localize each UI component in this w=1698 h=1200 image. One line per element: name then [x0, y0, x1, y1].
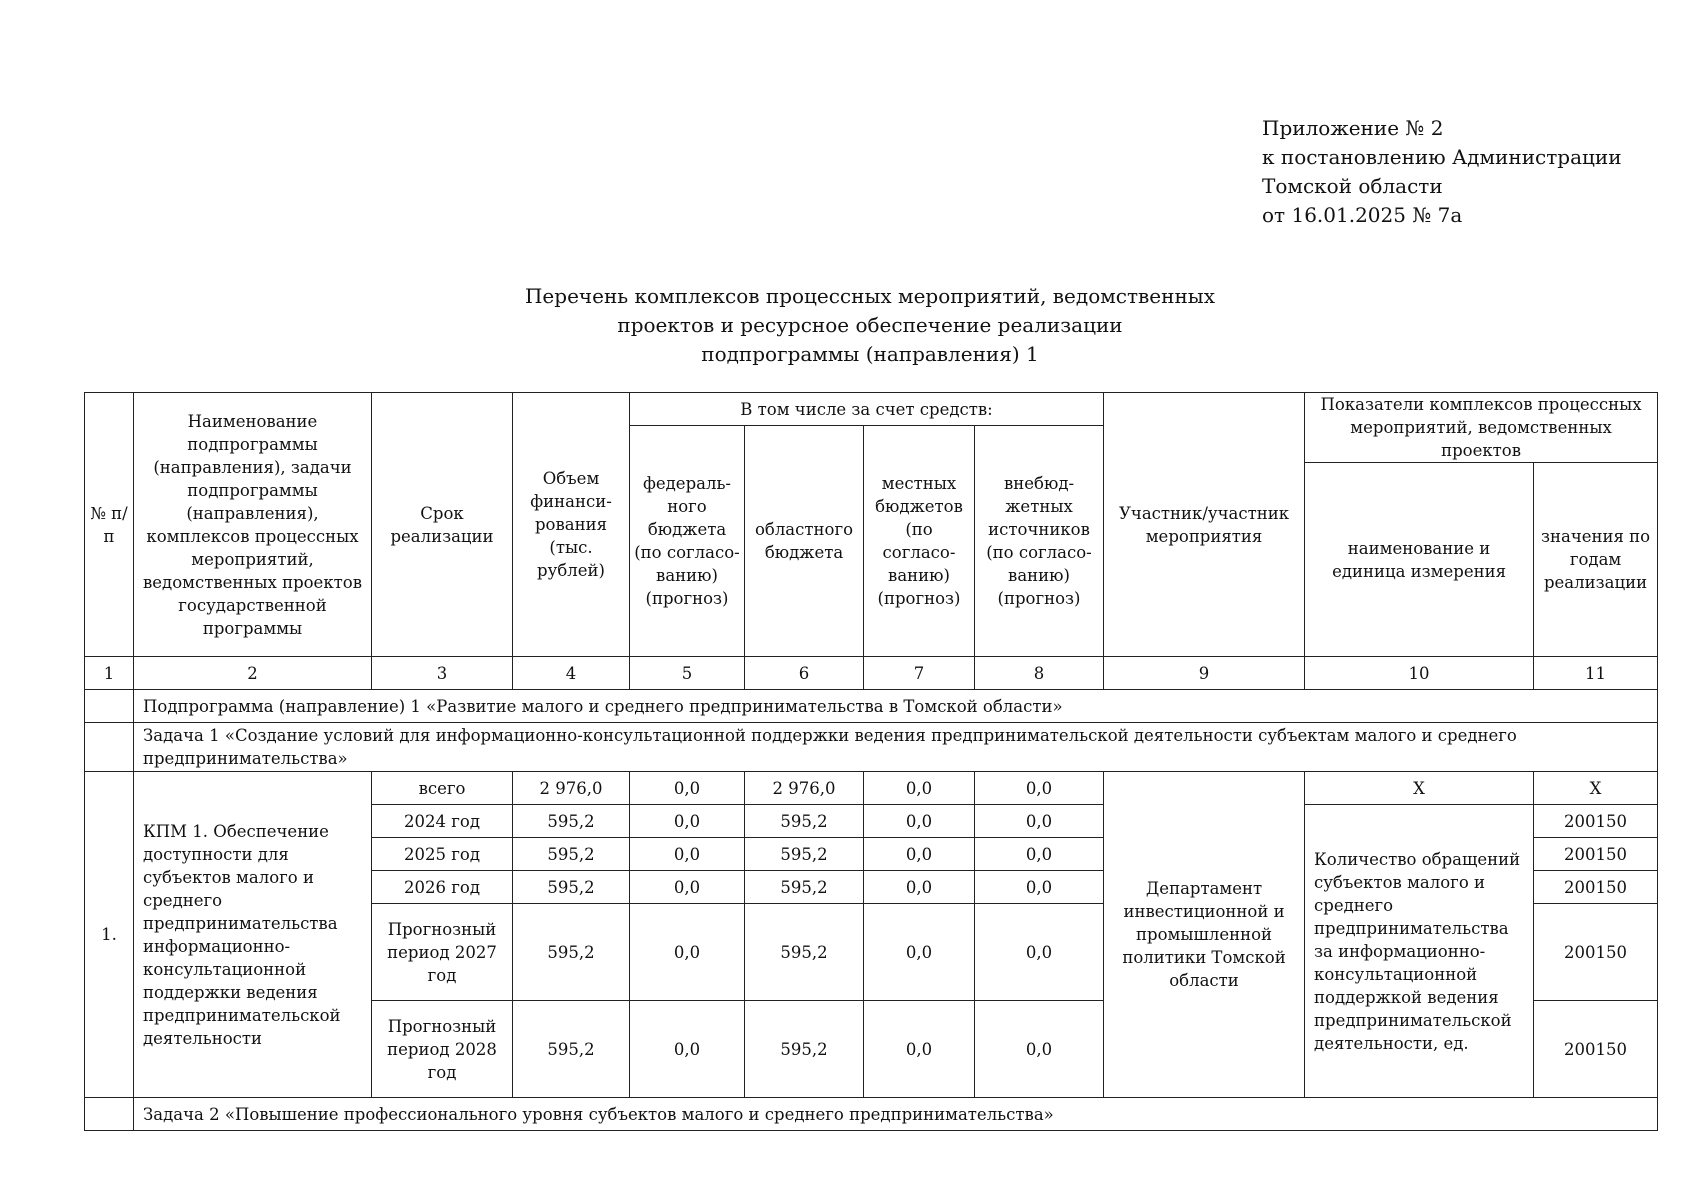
kpm-number: 1. [85, 772, 134, 1098]
federal-cell: 0,0 [630, 805, 745, 838]
volume-cell: 595,2 [513, 871, 630, 904]
header-indicator-name: наименование и единица измерения [1305, 463, 1534, 657]
title-line: проектов и ресурсное обеспечение реализации [617, 313, 1123, 337]
header-indicator-values: значения по годам реализации [1534, 463, 1658, 657]
volume-cell: 595,2 [513, 838, 630, 871]
appendix-line: к постановлению Администрации [1262, 145, 1622, 169]
extra-cell: 0,0 [975, 805, 1104, 838]
col-number: 1 [85, 657, 134, 690]
task2-row: Задача 2 «Повышение профессионального уровня субъектов малого и среднего предпринимательства» [134, 1098, 1658, 1131]
col-number: 11 [1534, 657, 1658, 690]
local-cell: 0,0 [864, 904, 975, 1001]
term-cell: 2025 год [372, 838, 513, 871]
appendix-line: от 16.01.2025 № 7а [1262, 203, 1463, 227]
term-cell: всего [372, 772, 513, 805]
kpm-indicator: Количество обращений субъектов малого и среднего предпринимательства за информационно-консультационной поддержкой ведения предпринимательской деятельности, ед. [1305, 805, 1534, 1098]
header-regional: областного бюджета [745, 426, 864, 657]
extra-cell: 0,0 [975, 772, 1104, 805]
empty-cell [85, 1098, 134, 1131]
federal-cell: 0,0 [630, 904, 745, 1001]
federal-cell: 0,0 [630, 871, 745, 904]
empty-cell [85, 723, 134, 772]
volume-cell: 595,2 [513, 1001, 630, 1098]
col-number: 4 [513, 657, 630, 690]
extra-cell: 0,0 [975, 1001, 1104, 1098]
local-cell: 0,0 [864, 1001, 975, 1098]
header-including: В том числе за счет средств: [630, 393, 1104, 426]
term-cell: Прогнозный период 2027 год [372, 904, 513, 1001]
federal-cell: 0,0 [630, 838, 745, 871]
col-number: 7 [864, 657, 975, 690]
empty-cell [85, 690, 134, 723]
col-number: 2 [134, 657, 372, 690]
indicator-value-cell: X [1534, 772, 1658, 805]
extra-cell: 0,0 [975, 838, 1104, 871]
subprogram-row: Подпрограмма (направление) 1 «Развитие малого и среднего предпринимательства в Томской области» [134, 690, 1658, 723]
local-cell: 0,0 [864, 871, 975, 904]
col-number: 8 [975, 657, 1104, 690]
local-cell: 0,0 [864, 838, 975, 871]
federal-cell: 0,0 [630, 1001, 745, 1098]
header-volume: Объем финанси-рования (тыс. рублей) [513, 393, 630, 657]
document-title [340, 282, 1400, 369]
regional-cell: 595,2 [745, 1001, 864, 1098]
indicator-value-cell: 200150 [1534, 1001, 1658, 1098]
regional-cell: 595,2 [745, 838, 864, 871]
extra-cell: 0,0 [975, 871, 1104, 904]
indicator-value-cell: 200150 [1534, 805, 1658, 838]
header-num: № п/п [85, 393, 134, 657]
header-federal: федераль-ного бюджета (по согласо-ванию) (прогноз) [630, 426, 745, 657]
kpm-name: КПМ 1. Обеспечение доступности для субъектов малого и среднего предпринимательства информационно-консультационной поддержки ведения предпринимательской деятельности [134, 772, 372, 1098]
term-cell: 2026 год [372, 871, 513, 904]
indicator-value-cell: 200150 [1534, 838, 1658, 871]
indicator-value-cell: 200150 [1534, 871, 1658, 904]
volume-cell: 595,2 [513, 904, 630, 1001]
federal-cell: 0,0 [630, 772, 745, 805]
regional-cell: 595,2 [745, 871, 864, 904]
kpm-participant: Департамент инвестиционной и промышленной политики Томской области [1104, 772, 1305, 1098]
header-local: местных бюджетов (по согласо-ванию) (прогноз) [864, 426, 975, 657]
volume-cell: 595,2 [513, 805, 630, 838]
col-number: 10 [1305, 657, 1534, 690]
col-number: 6 [745, 657, 864, 690]
task1-row: Задача 1 «Создание условий для информационно-консультационной поддержки ведения предпринимательской деятельности субъектам малого и среднего предпринимательства» [134, 723, 1658, 772]
header-extra: внебюд-жетных источников (по согласо-ванию) (прогноз) [975, 426, 1104, 657]
measures-table [84, 392, 1658, 1131]
title-line: подпрограммы (направления) 1 [701, 342, 1039, 366]
appendix-line: Приложение № 2 [1262, 116, 1444, 140]
col-number: 3 [372, 657, 513, 690]
header-name: Наименование подпрограммы (направления), задачи подпрограммы (направления), комплексов процессных мероприятий, ведомственных проектов государственной программы [134, 393, 372, 657]
term-cell: Прогнозный период 2028 год [372, 1001, 513, 1098]
regional-cell: 2 976,0 [745, 772, 864, 805]
extra-cell: 0,0 [975, 904, 1104, 1001]
title-line: Перечень комплексов процессных мероприятий, ведомственных [524, 284, 1216, 308]
indicator-name-cell: X [1305, 772, 1534, 805]
header-term: Срок реализации [372, 393, 513, 657]
term-cell: 2024 год [372, 805, 513, 838]
local-cell: 0,0 [864, 772, 975, 805]
regional-cell: 595,2 [745, 805, 864, 838]
volume-cell: 2 976,0 [513, 772, 630, 805]
appendix-block [1262, 114, 1622, 230]
indicator-value-cell: 200150 [1534, 904, 1658, 1001]
regional-cell: 595,2 [745, 904, 864, 1001]
col-number: 5 [630, 657, 745, 690]
col-number: 9 [1104, 657, 1305, 690]
header-participant: Участник/участник мероприятия [1104, 393, 1305, 657]
local-cell: 0,0 [864, 805, 975, 838]
appendix-line: Томской области [1262, 174, 1443, 198]
header-indicators: Показатели комплексов процессных мероприятий, ведомственных проектов [1305, 393, 1658, 463]
